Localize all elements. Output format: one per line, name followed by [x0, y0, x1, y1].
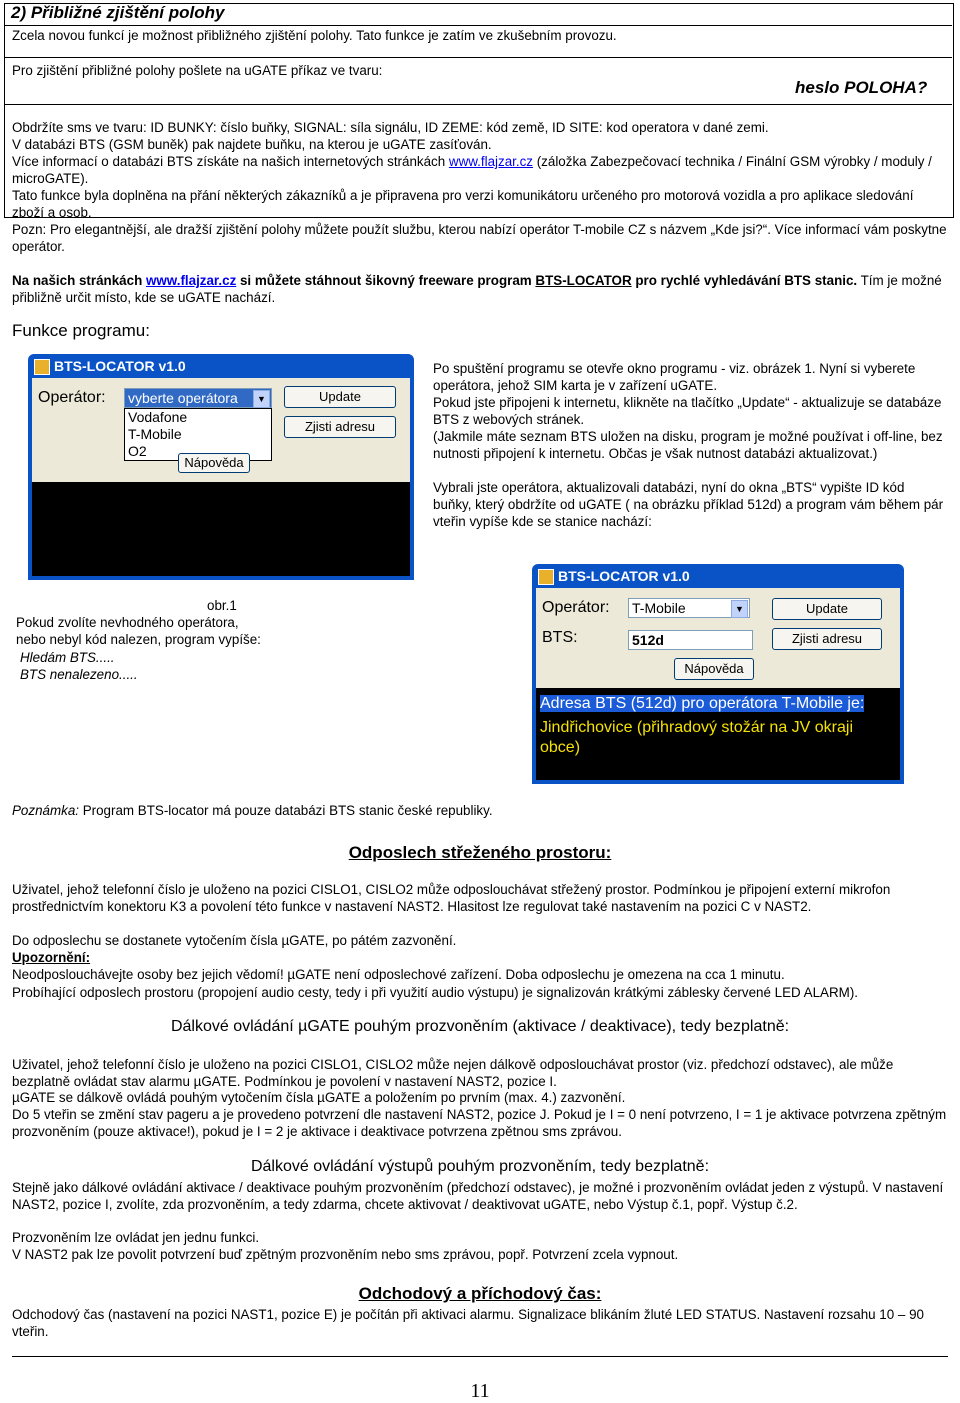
help-button[interactable]: Nápověda: [178, 453, 250, 473]
result-line: Jindřichovice (přihradový stožár na JV okraji obce): [540, 719, 854, 756]
flajzar-link-2[interactable]: www.flajzar.cz: [145, 273, 237, 288]
window-title: BTS-LOCATOR v1.0: [558, 568, 690, 584]
operator-label: Operátor:: [38, 389, 106, 406]
section-heading: 2) Přibližné zjištění polohy: [11, 3, 225, 22]
download-text-4: Tím je možné přibližně určit místo, kde se uGATE nachází.: [12, 273, 942, 305]
more-info-text-2: (záložka Zabezpečovací technika / Finální GSM výrobky / moduly / microGATE).: [12, 154, 932, 186]
remote-heading: Dálkové ovládání µGATE pouhým prozvoněním (aktivace / deaktivace), tedy bezplatně:: [170, 1018, 790, 1035]
more-info: [12, 153, 948, 187]
command-text: heslo POLOHA?: [795, 78, 928, 97]
combo-value: vyberte operátora: [125, 389, 271, 407]
outputs-p1: Stejně jako dálkové ovládání aktivace / deaktivace pouhým prozvoněním (předchozí odstavec), je možné i prozvoněním ovládat jeden z výstupů. V nastavení NAST2, pozice I, zvolíte, zda prozvoněním, a tedy zdarma, chcete aktivovat / deaktivovat uGATE, nebo Výstup č.1, popř. Výstup č.2.: [12, 1180, 944, 1212]
page-number: 11: [470, 1380, 490, 1402]
note-label: Poznámka:: [12, 803, 79, 818]
listening-p2: Do odposlechu se dostanete vytočením čísla µGATE, po pátém zazvonění.: [12, 933, 457, 948]
dropdown-option[interactable]: T-Mobile: [128, 426, 182, 442]
sms-format: Obdržíte sms ve tvaru: ID BUNKY: číslo buňky, SIGNAL: síla signálu, ID ZEME: kód země, ID SITE: kod operatora v dané zemi.: [12, 120, 769, 135]
dropdown-option[interactable]: Vodafone: [128, 409, 188, 425]
result-line: Adresa BTS (512d) pro operátora T-Mobile je:: [540, 695, 865, 712]
caption-line: nebo nebyl kód nalezen, program vypíše:: [16, 632, 261, 647]
bts-label: BTS:: [542, 629, 578, 646]
chevron-down-icon[interactable]: ▼: [253, 390, 270, 408]
download-text-2: si můžete stáhnout šikovný freeware program: [236, 273, 536, 288]
warning-2: Probíhající odposlech prostoru (propojení audio cesty, tedy i při využití audio výstupu) je signalizován krátkými záblesky červené LED ALARM).: [12, 985, 858, 1000]
caption-line: Pokud zvolíte nevhodného operátora,: [16, 615, 239, 630]
warning-1: Neodposlouchávejte osoby bez jejich vědomí! µGATE není odposlechové zařízení. Doba odposlechu je omezena na cca 1 minutu.: [12, 967, 785, 982]
bts-locator-window-1: [28, 354, 414, 580]
remote-p3: Do 5 vteřin se změní stav pageru a je provedeno potvrzení dle nastavení NAST2, pozice J. Pokud je I = 0 není potvrzeno, I = 1 je aktivace potvrzena zpětným prozvoněním (pouze aktivace!), pokud je I = 2 je aktivace i deaktivace potvrzena zpětnou sms zprávou.: [12, 1107, 947, 1139]
operator-combo[interactable]: [124, 388, 272, 408]
delay-p1: Odchodový čas (nastavení na pozici NAST1, pozice E) je počítán při aktivaci alarmu. Signalizace blikáním žluté LED STATUS. Nastavení rozsahu 10 – 90 vteřin.: [12, 1307, 924, 1339]
bts-input[interactable]: 512d: [628, 630, 753, 650]
outputs-heading: Dálkové ovládání výstupů pouhým prozvoněním, tedy bezplatně:: [250, 1158, 710, 1175]
command-intro: Pro zjištění přibližné polohy pošlete na uGATE příkaz ve tvaru:: [12, 63, 383, 78]
note-text: Program BTS-locator má pouze databázi BTS stanic české republiky.: [79, 803, 493, 818]
result-box: [536, 688, 900, 780]
functions-heading: Funkce programu:: [12, 321, 150, 340]
warning-label: Upozornění:: [12, 950, 91, 965]
help-button[interactable]: Nápověda: [674, 658, 754, 680]
app-icon: [34, 359, 50, 375]
window-client: [32, 378, 410, 576]
desc-paragraph: (Jakmile máte seznam BTS uložen na disku, program je možné používat i off-line, bez nutnosti připojení k internetu. Občas je však nutnost databázi aktualizovat.): [433, 429, 943, 461]
delay-heading: Odchodový a příchodový čas:: [358, 1284, 602, 1303]
update-button[interactable]: Update: [772, 598, 882, 620]
divider: [4, 25, 952, 26]
download-paragraph: [12, 272, 948, 306]
desc-paragraph: Po spuštění programu se otevře okno programu - viz. obrázek 1. Nyní si vyberete operátora, jehož SIM karta je v zařízení uGATE.: [433, 361, 916, 393]
download-text-3: pro rychlé vyhledávání BTS stanic.: [631, 273, 858, 288]
program-name: BTS-LOCATOR: [535, 273, 632, 288]
divider: [4, 57, 952, 58]
footer-divider: [12, 1356, 948, 1357]
database-note: [12, 802, 948, 819]
find-address-button[interactable]: Zjisti adresu: [284, 416, 396, 438]
intro-text: Zcela novou funkcí je možnost přibližného zjištění polohy. Tato funkce je zatím ve zkušebním provozu.: [12, 28, 617, 43]
combo-value: T-Mobile: [632, 600, 686, 616]
operator-combo[interactable]: [628, 598, 750, 618]
chevron-down-icon[interactable]: ▼: [731, 600, 748, 618]
desc-paragraph: Pokud jste připojeni k internetu, klikněte na tlačítko „Update“ - aktualizuje se databáze BTS z webových stránek.: [433, 395, 942, 427]
update-button[interactable]: Update: [284, 386, 396, 408]
app-icon: [538, 569, 554, 585]
listening-heading: Odposlech střeženého prostoru:: [348, 843, 612, 862]
caption-line: Hledám BTS.....: [20, 650, 115, 665]
find-address-button[interactable]: Zjisti adresu: [772, 628, 882, 650]
result-box: [32, 482, 410, 576]
listening-p1: Uživatel, jehož telefonní číslo je uloženo na pozici CISLO1, CISLO2 může odposlouchávat střežený prostor. Podmínkou je připojení externí mikrofon prostřednictvím konektoru K3 a povolení této funkce v nastavení NAST2. Hlasitost lze regulovat také nastavením na pozici C v NAST2.: [12, 882, 891, 914]
tmobile-note: Pozn: Pro elegantnější, ale dražší zjištění polohy můžete použít službu, kterou nabízí operátor T-mobile CZ s názvem „Kde jsi?“. Více informací vám poskytne operátor.: [12, 222, 947, 254]
caption-line: BTS nenalezeno.....: [20, 667, 138, 682]
operator-label: Operátor:: [542, 599, 610, 616]
window-client: [536, 588, 900, 780]
flajzar-link[interactable]: www.flajzar.cz: [448, 154, 533, 169]
dropdown-option[interactable]: O2: [128, 443, 147, 459]
remote-p1: Uživatel, jehož telefonní číslo je uloženo na pozici CISLO1, CISLO2 může nejen dálkově odposlouchávat prostor (viz. předchozí odstavec), ale může bezplatně ovládat stav alarmu µGATE. Podmínkou je povolení v nastavení NAST2, pozice I.: [12, 1057, 894, 1089]
database-text: V databázi BTS (GSM buněk) pak najdete buňku, na kterou je uGATE zasíťován.: [12, 137, 492, 152]
outputs-p3: V NAST2 pak lze povolit potvrzení buď zpětným prozvoněním nebo sms zprávou, popř. Potvrzení zcela vypnout.: [12, 1247, 679, 1262]
desc-paragraph: Vybrali jste operátora, aktualizovali databázi, nyní do okna „BTS“ vypište ID kód buňky, který obdržíte od uGATE ( na obrázku příklad 512d) a program vám během pár vteřin vypíše kde se stanice nachází:: [433, 480, 944, 529]
description-1: [433, 360, 945, 530]
outputs-p2: Prozvoněním lze ovládat jen jednu funkci.: [12, 1230, 260, 1245]
divider: [4, 104, 952, 105]
remote-p2: µGATE se dálkově ovládá pouhým vytočením čísla µGATE a položením po prvním (max. 4.) zazvonění.: [12, 1090, 626, 1105]
request-text: Tato funkce byla doplněna na přání některých zákazníků a je připravena pro verzi komunikátoru určeného pro motorová vozidla a pro aplikace sledování zboží a osob.: [12, 188, 914, 220]
figure-caption: obr.1: [207, 598, 237, 613]
window-title: BTS-LOCATOR v1.0: [54, 358, 186, 374]
download-text: Na našich stránkách: [12, 273, 146, 288]
more-info-text: Více informací o databázi BTS získáte na našich internetových stránkách: [12, 154, 449, 169]
bts-locator-window-2: [532, 564, 904, 784]
